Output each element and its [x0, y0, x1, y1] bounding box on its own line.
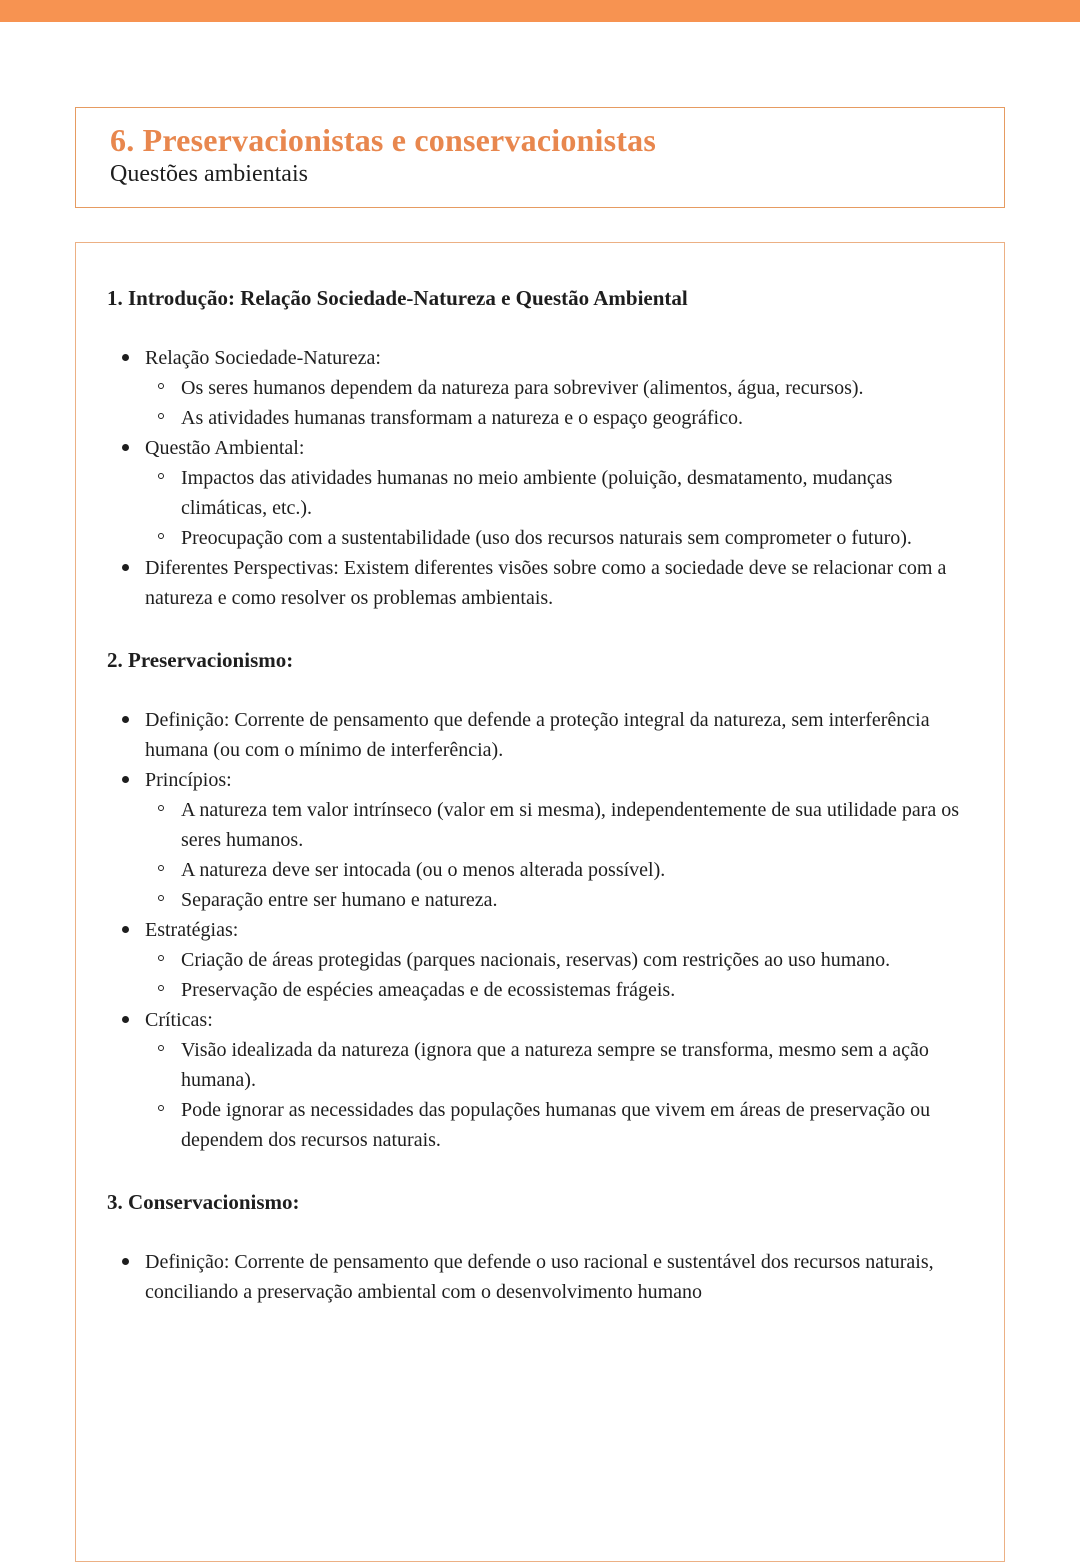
sub-list-item: [145, 403, 974, 433]
sub-list-item: [145, 1095, 974, 1155]
sub-item-text: Impactos das atividades humanas no meio ambiente (poluição, desmatamento, mudanças climáticas, etc.).: [181, 467, 893, 519]
list-item-text: Princípios:: [145, 769, 232, 791]
list-item: [107, 1247, 974, 1307]
bullet-icon: [122, 564, 129, 571]
sub-item-text: Visão idealizada da natureza (ignora que a natureza sempre se transforma, mesmo sem a ação humana).: [181, 1039, 929, 1091]
list-item-text: Relação Sociedade-Natureza:: [145, 347, 381, 369]
circle-bullet-icon: [158, 865, 164, 871]
page-subtitle: Questões ambientais: [110, 161, 308, 187]
sub-list: [145, 945, 974, 1005]
circle-bullet-icon: [158, 985, 164, 991]
bullet-icon: [122, 716, 129, 723]
bullet-icon: [122, 354, 129, 361]
sub-item-text: Pode ignorar as necessidades das populações humanas que vivem em áreas de preservação ou dependem dos recursos naturais.: [181, 1099, 931, 1151]
top-accent-bar: [0, 0, 1080, 22]
bullet-icon: [122, 444, 129, 451]
sub-list-item: [145, 523, 974, 553]
circle-bullet-icon: [158, 895, 164, 901]
list-item: [107, 765, 974, 915]
sub-list-item: [145, 795, 974, 855]
list-item: [107, 433, 974, 553]
sub-list: [145, 1035, 974, 1155]
list-item-text: Críticas:: [145, 1009, 213, 1031]
sub-item-text: As atividades humanas transformam a natureza e o espaço geográfico.: [181, 407, 743, 429]
circle-bullet-icon: [158, 1105, 164, 1111]
circle-bullet-icon: [158, 1045, 164, 1051]
content-card: [75, 242, 1005, 1562]
bullet-icon: [122, 776, 129, 783]
bullet-list-introducao: [107, 343, 974, 613]
circle-bullet-icon: [158, 955, 164, 961]
sub-item-text: Os seres humanos dependem da natureza para sobreviver (alimentos, água, recursos).: [181, 377, 864, 399]
circle-bullet-icon: [158, 383, 164, 389]
sub-list-item: [145, 1035, 974, 1095]
page-title: 6. Preservacionistas e conservacionistas: [110, 122, 656, 158]
list-item: [107, 343, 974, 433]
bullet-icon: [122, 926, 129, 933]
list-item-text: Diferentes Perspectivas: Existem diferentes visões sobre como a sociedade deve se relacionar com a natureza e como resolver os problemas ambientais.: [145, 557, 947, 609]
sub-item-text: Preservação de espécies ameaçadas e de ecossistemas frágeis.: [181, 979, 676, 1001]
circle-bullet-icon: [158, 805, 164, 811]
sub-list: [145, 795, 974, 915]
bullet-list-conservacionismo: [107, 1247, 974, 1307]
bullet-icon: [122, 1016, 129, 1023]
circle-bullet-icon: [158, 473, 164, 479]
sub-item-text: Preocupação com a sustentabilidade (uso dos recursos naturais sem comprometer o futuro).: [181, 527, 912, 549]
sub-item-text: A natureza tem valor intrínseco (valor em si mesma), independentemente de sua utilidade para os seres humanos.: [181, 799, 960, 851]
list-item-text: Definição: Corrente de pensamento que defende a proteção integral da natureza, sem interferência humana (ou com o mínimo de interferência).: [145, 709, 930, 761]
list-item-text: Questão Ambiental:: [145, 437, 305, 459]
sub-item-text: Separação entre ser humano e natureza.: [181, 889, 498, 911]
sub-list-item: [145, 885, 974, 915]
section-heading-conservacionismo: 3. Conservacionismo:: [107, 1190, 300, 1214]
title-card: [75, 107, 1005, 208]
circle-bullet-icon: [158, 413, 164, 419]
list-item-text: Definição: Corrente de pensamento que defende o uso racional e sustentável dos recursos naturais, conciliando a preservação ambiental com o desenvolvimento humano: [145, 1251, 934, 1303]
bullet-list-preservacionismo: [107, 705, 974, 1155]
sub-item-text: A natureza deve ser intocada (ou o menos alterada possível).: [181, 859, 666, 881]
sub-list-item: [145, 855, 974, 885]
list-item: [107, 1005, 974, 1155]
list-item: [107, 705, 974, 765]
circle-bullet-icon: [158, 533, 164, 539]
bullet-icon: [122, 1258, 129, 1265]
list-item-text: Estratégias:: [145, 919, 239, 941]
sub-list-item: [145, 463, 974, 523]
sub-list: [145, 373, 974, 433]
sub-list-item: [145, 373, 974, 403]
sub-list: [145, 463, 974, 553]
sub-item-text: Criação de áreas protegidas (parques nacionais, reservas) com restrições ao uso humano.: [181, 949, 891, 971]
list-item: [107, 553, 974, 613]
sub-list-item: [145, 975, 974, 1005]
list-item: [107, 915, 974, 1005]
sub-list-item: [145, 945, 974, 975]
section-heading-introducao: 1. Introdução: Relação Sociedade-Natureza e Questão Ambiental: [107, 286, 688, 310]
section-heading-preservacionismo: 2. Preservacionismo:: [107, 648, 294, 672]
